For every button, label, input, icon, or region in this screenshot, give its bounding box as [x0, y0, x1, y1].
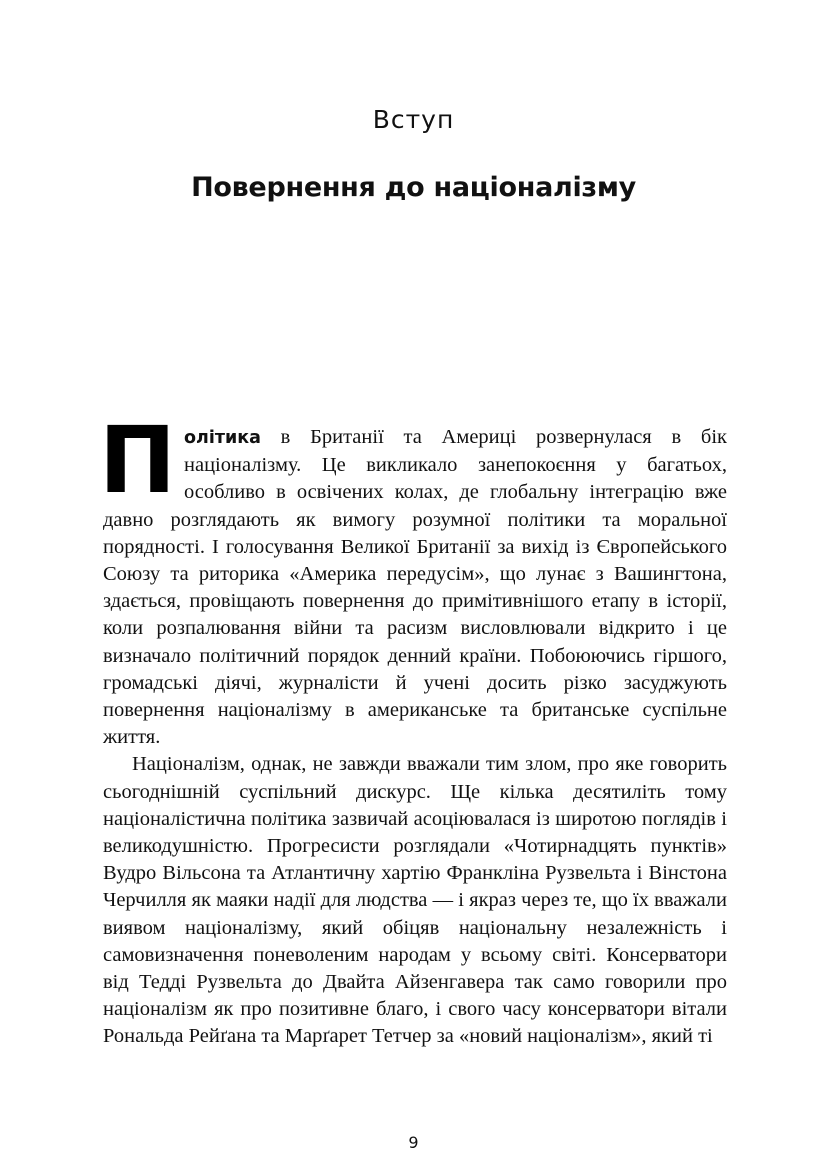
chapter-label: Вступ [372, 105, 455, 134]
chapter-title: Повернення до націоналізму [191, 172, 636, 203]
paragraph-2: Націоналізм, однак, не завжди вважали тим злом, про яке говорить сьогоднішній суспільний дискурс. Ще кілька десятиліть тому націоналістична політика зазвичай асоціювалася із широтою поглядів і великодушністю. Прогресисти розглядали «Чотирнадцять пунктів» Вудро Вільсона та Атлантичну хартію Франкліна Рузвельта і Вінстона Черчилля як маяки надії для людства — і якраз через те, що їх вважали виявом націоналізму, який обіцяв національну незалежність і самовизначення поневоленим народам у всьому світі. Консерватори від Тедді Рузвельта до Двайта Айзенгавера так само говорили про націоналізм як про позитивне благо, і свого часу консерватори вітали Рональда Рейґана та Марґарет Тетчер за «новий націоналізм», який ті [103, 753, 727, 1048]
paragraph-1-text: в Британії та Америці розвернулася в бік націоналізму. Це викликало занепокоєння у багатьох, особливо в освічених колах, де глобальну інтеграцію вже давно розглядають як вимогу розумної політики та моральної порядності. І голосування Великої Британії за вихід із Європейського Союзу та риторика «Америка передусім», що лунає з Вашингтона, здається, провіщають повернення до примітивнішого етапу в історії, коли розпалювання війни та расизм висловлювали відкрито і це визначало політичний порядок денний країни. Побоюючись гіршого, громадські діячі, журналісти й учені досить різко засуджують повернення націоналізму в американське та британське суспільне життя. [103, 426, 727, 749]
page-number: 9 [408, 1133, 419, 1152]
lead-word: олітика [184, 428, 261, 448]
body-text [99, 407, 727, 1051]
paragraph-1 [99, 407, 727, 751]
drop-cap: П [99, 407, 176, 514]
